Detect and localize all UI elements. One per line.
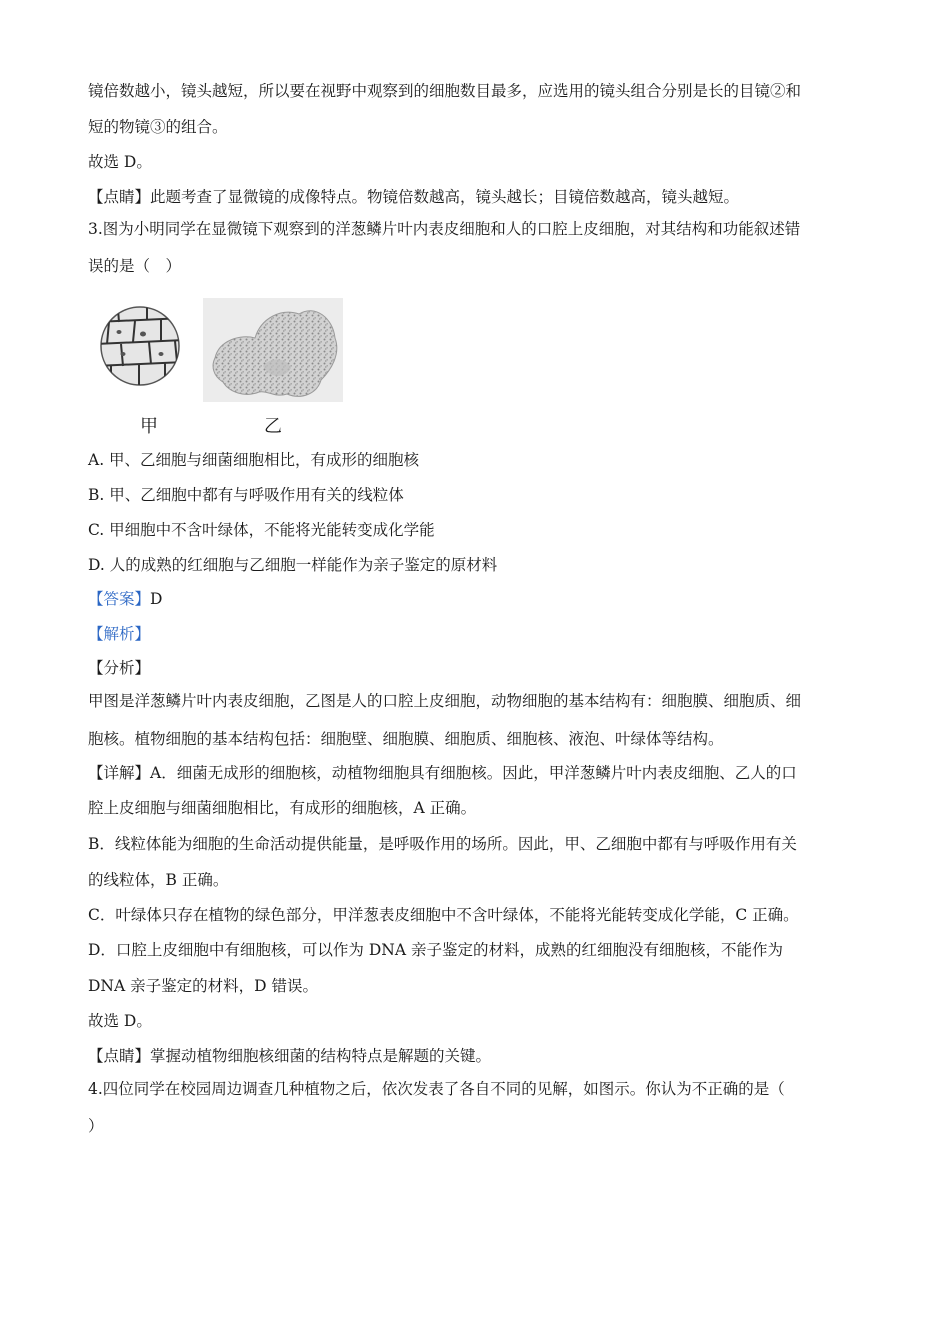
- text-line: 胞核。植物细胞的基本结构包括：细胞壁、细胞膜、细胞质、细胞核、液泡、叶绿体等结构。: [88, 730, 724, 748]
- answer-tag: 【答案】: [88, 590, 151, 608]
- analysis-tag: 【解析】: [88, 625, 151, 643]
- option-b: B. 甲、乙细胞中都有与呼吸作用有关的线粒体: [88, 486, 404, 504]
- text-line: DNA 亲子鉴定的材料，D 错误。: [88, 977, 318, 995]
- text-line: 【详解】A．细菌无成形的细胞核，动植物细胞具有细胞核。因此，甲洋葱鳞片叶内表皮细胞、乙人的口: [88, 764, 797, 782]
- text-line: B．线粒体能为细胞的生命活动提供能量，是呼吸作用的场所。因此，甲、乙细胞中都有与呼吸作用有关: [88, 835, 797, 853]
- text-line: 甲图是洋葱鳞片叶内表皮细胞，乙图是人的口腔上皮细胞，动物细胞的基本结构有：细胞膜、细胞质、细: [88, 692, 802, 710]
- text-line: 腔上皮细胞与细菌细胞相比，有成形的细胞核，A 正确。: [88, 799, 477, 817]
- figure-label-jia: 甲: [140, 416, 158, 437]
- text-line: D．口腔上皮细胞中有细胞核，可以作为 DNA 亲子鉴定的材料，成熟的红细胞没有细胞核，不能作为: [88, 941, 783, 959]
- text-line: 【点睛】掌握动植物细胞核细菌的结构特点是解题的关键。: [88, 1047, 492, 1065]
- text-line: 的线粒体，B 正确。: [88, 871, 229, 889]
- cheek-cells-image: [203, 298, 343, 402]
- cell-micrograph-figure: [95, 296, 345, 404]
- option-a: A. 甲、乙细胞与细菌细胞相比，有成形的细胞核: [88, 451, 420, 469]
- answer-value: D: [150, 590, 163, 608]
- onion-cells-image: [95, 296, 185, 388]
- text-line: 镜倍数越小，镜头越短，所以要在视野中观察到的细胞数目最多，应选用的镜头组合分别是长的目镜②和: [88, 82, 802, 100]
- option-c: C. 甲细胞中不含叶绿体，不能将光能转变成化学能: [88, 521, 435, 539]
- text-line: 【点睛】此题考查了显微镜的成像特点。物镜倍数越高，镜头越长；目镜倍数越高，镜头越短。: [88, 188, 740, 206]
- option-d: D. 人的成熟的红细胞与乙细胞一样能作为亲子鉴定的原材料: [88, 556, 498, 574]
- answer-line: [88, 589, 162, 609]
- text-line: 短的物镜③的组合。: [88, 118, 228, 136]
- text-line: 故选 D。: [88, 1012, 152, 1030]
- question-4-stem: ）: [88, 1117, 104, 1135]
- text-line: 故选 D。: [88, 153, 152, 171]
- text-line: C．叶绿体只存在植物的绿色部分，甲洋葱表皮细胞中不含叶绿体，不能将光能转变成化学能，C 正确。: [88, 906, 799, 924]
- figure-label-yi: 乙: [264, 416, 282, 437]
- question-4-stem: 4.四位同学在校园周边调查几种植物之后，依次发表了各自不同的见解，如图示。你认为不正确的是（: [88, 1080, 785, 1098]
- question-3-stem: 3.图为小明同学在显微镜下观察到的洋葱鳞片叶内表皮细胞和人的口腔上皮细胞，对其结构和功能叙述错: [88, 220, 801, 238]
- text-line: 【分析】: [88, 659, 151, 677]
- question-3-stem: 误的是（ ）: [88, 257, 182, 275]
